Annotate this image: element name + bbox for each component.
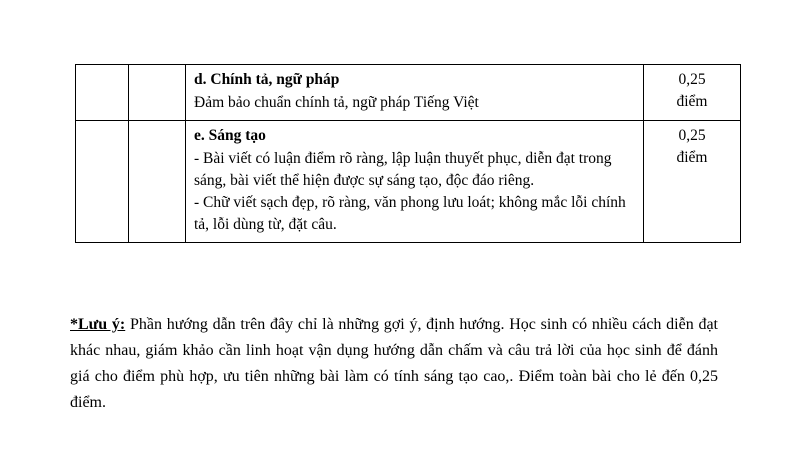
grading-criteria-table bbox=[75, 64, 741, 243]
score-unit: điểm bbox=[676, 93, 708, 110]
criteria-title: e. Sáng tạo bbox=[194, 127, 266, 144]
row-cell-subindex bbox=[129, 121, 186, 243]
row-cell-score bbox=[644, 65, 741, 121]
row-cell-subindex bbox=[129, 65, 186, 121]
score-value: 0,25 bbox=[678, 127, 706, 144]
criteria-line: Đảm bảo chuẩn chính tả, ngữ pháp Tiếng Việt bbox=[194, 94, 479, 111]
note-text: Phần hướng dẫn trên đây chỉ là những gợi ý, định hướng. Học sinh có nhiều cách diễn đạt khác nhau, giám khảo cần linh hoạt vận dụng hướng dẫn chấm và câu trả lời của học sinh để đánh giá cho điểm phù hợp, ưu tiên những bài làm có tính sáng tạo cao,. Điểm toàn bài cho lẻ đến 0,25 điểm. bbox=[70, 316, 718, 411]
row-cell-index bbox=[76, 65, 129, 121]
row-cell-criteria bbox=[186, 65, 644, 121]
note-paragraph bbox=[70, 312, 718, 416]
score-unit: điểm bbox=[676, 149, 708, 166]
criteria-line: - Bài viết có luận điểm rõ ràng, lập luận thuyết phục, diễn đạt trong sáng, bài viết thể hiện được sự sáng tạo, độc đáo riêng. bbox=[194, 150, 612, 189]
table-row bbox=[76, 121, 741, 243]
note-label: *Lưu ý: bbox=[70, 316, 126, 333]
criteria-title: d. Chính tả, ngữ pháp bbox=[194, 71, 340, 88]
row-cell-score bbox=[644, 121, 741, 243]
row-cell-index bbox=[76, 121, 129, 243]
row-cell-criteria bbox=[186, 121, 644, 243]
criteria-line: - Chữ viết sạch đẹp, rõ ràng, văn phong lưu loát; không mắc lỗi chính tả, lỗi dùng từ, đặt câu. bbox=[194, 194, 626, 233]
score-value: 0,25 bbox=[678, 71, 706, 88]
table-row bbox=[76, 65, 741, 121]
